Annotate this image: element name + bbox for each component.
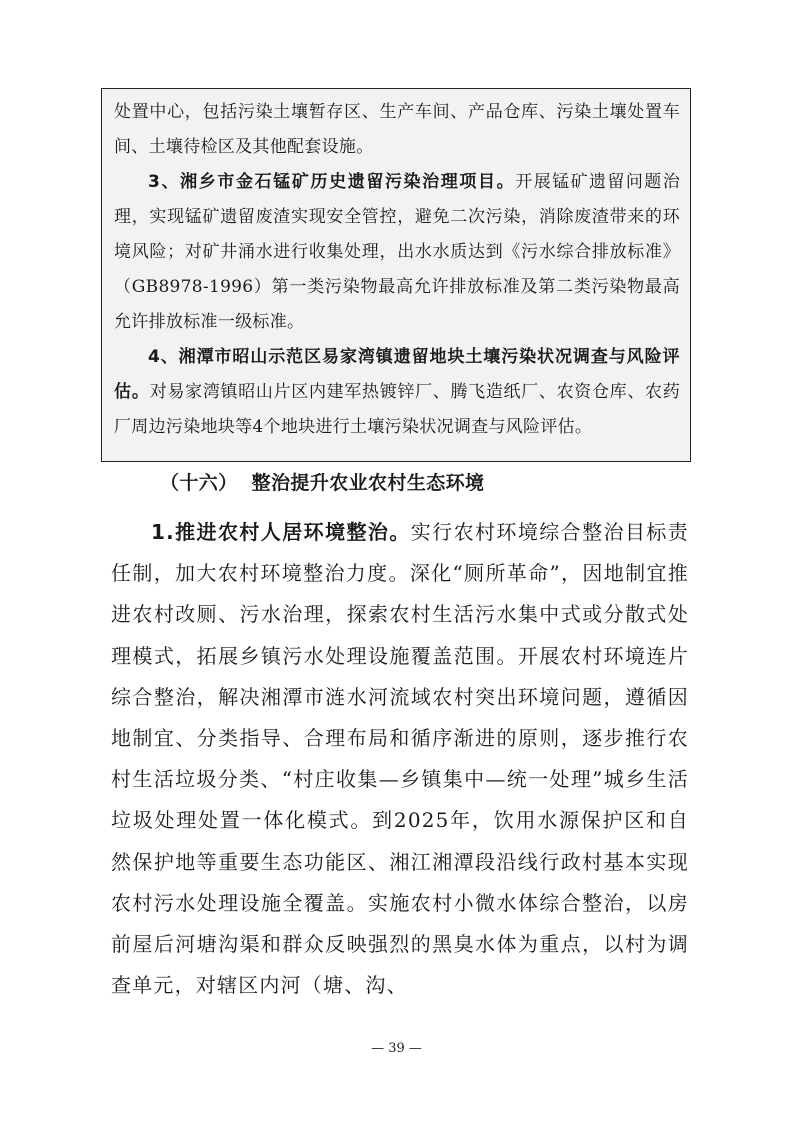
project-4 (114, 340, 680, 445)
paragraph-title: 1.推进农村人居环境整治。 (151, 520, 411, 544)
project-4-text: 对易家湾镇昭山片区内建军热镀锌厂、腾飞造纸厂、农资仓库、农药厂周边污染地块等4个地块进行土壤污染状况调查与风险评估。 (114, 382, 681, 437)
project-3-text: 开展锰矿遗留问题治理，实现锰矿遗留废渣实现安全管控，避免二次污染，消除废渣带来的环境风险；对矿井涌水进行收集处理，出水水质达到《污水综合排放标准》（GB8978-1996）第一类污染物最高允许排放标准及第二类污染物最高允许排放标准一级标准。 (114, 172, 681, 332)
paragraph-text: 实行农村环境综合整治目标责任制，加大农村环境整治力度。深化“厕所革命”，因地制宜推进农村改厕、污水治理，探索农村生活污水集中式或分散式处理模式，拓展乡镇污水处理设施覆盖范围。开展农村环境连片综合整治，解决湘潭市涟水河流域农村突出环境问题，遵循因地制宜、分类指导、合理布局和循序渐进的原则，逐步推行农村生活垃圾分类、“村庄收集—乡镇集中—统一处理”城乡生活垃圾处理处置一体化模式。到2025年，饮用水源保护区和自然保护地等重要生态功能区、湘江湘潭段沿线行政村基本实现农村污水处理设施全覆盖。实施农村小微水体综合整治，以房前屋后河塘沟渠和群众反映强烈的黑臭水体为重点，以村为调查单元，对辖区内河（塘、沟、 (111, 520, 689, 998)
page-number: — 39 — (371, 1041, 422, 1056)
paragraph-rural-environment (111, 512, 689, 1006)
project-4-title: 4、湘潭市昭山示范区易家湾镇遗留地块土壤污染状况调查与风险评估。 (114, 347, 680, 402)
project-3 (114, 165, 680, 340)
project-3-title: 3、湘乡市金石锰矿历史遗留污染治理项目。 (148, 172, 516, 192)
main-text (111, 512, 689, 1006)
section-heading: （十六） 整治提升农业农村生态环境 (160, 472, 485, 494)
project-2-continued: 处置中心，包括污染土壤暂存区、生产车间、产品仓库、污染土壤处置车间、土壤待检区及其他配套设施。 (114, 102, 680, 157)
project-list-box (101, 88, 691, 462)
